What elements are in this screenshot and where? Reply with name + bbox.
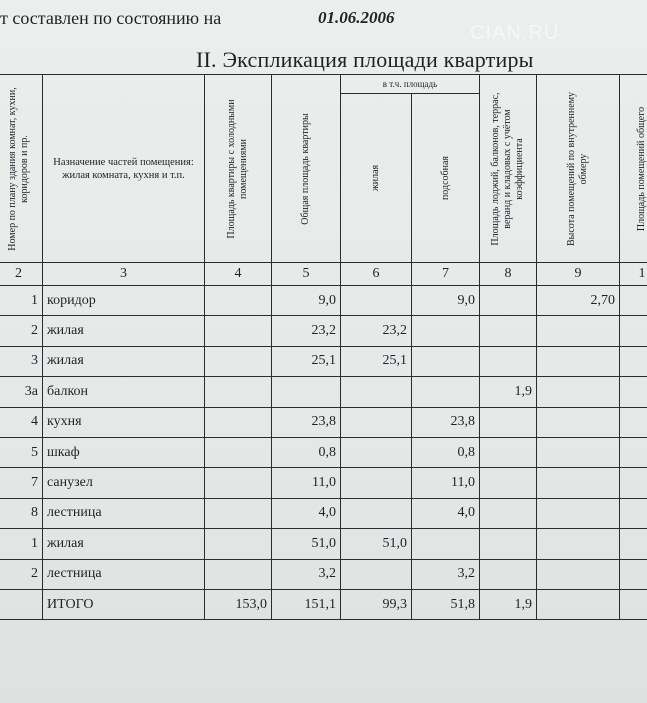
- common-area: [620, 346, 647, 376]
- table-row: [0, 529, 647, 559]
- table-row: [0, 286, 647, 316]
- table-row: [0, 437, 647, 467]
- area-with-cold: [205, 529, 272, 559]
- height: [537, 377, 620, 407]
- room-purpose: жилая: [43, 346, 205, 376]
- room-number: 4: [0, 407, 43, 437]
- table-row: [0, 377, 647, 407]
- column-number: 4: [205, 263, 272, 286]
- height: [537, 559, 620, 589]
- table-row: [0, 559, 647, 589]
- common-area: [620, 559, 647, 589]
- room-number: 2: [0, 316, 43, 346]
- header-text: т составлен по состоянию на: [0, 8, 222, 28]
- living-area: 23,2: [341, 316, 412, 346]
- common-area: [620, 407, 647, 437]
- total-auxiliary-area: 51,8: [412, 589, 480, 619]
- height: [537, 316, 620, 346]
- total-empty-cell: [0, 589, 43, 619]
- auxiliary-area: 9,0: [412, 286, 480, 316]
- area-with-cold: [205, 407, 272, 437]
- living-area: [341, 377, 412, 407]
- table-row: [0, 468, 647, 498]
- height: 2,70: [537, 286, 620, 316]
- height: [537, 437, 620, 467]
- col-header-group: в т.ч. площадь: [341, 75, 480, 94]
- total-area: 3,2: [272, 559, 341, 589]
- room-number: 1: [0, 529, 43, 559]
- column-number: 7: [412, 263, 480, 286]
- common-area: [620, 377, 647, 407]
- living-area: 51,0: [341, 529, 412, 559]
- balcony-area: [480, 286, 537, 316]
- room-number: 7: [0, 468, 43, 498]
- balcony-area: [480, 407, 537, 437]
- auxiliary-area: [412, 529, 480, 559]
- total-area: 23,8: [272, 407, 341, 437]
- balcony-area: [480, 316, 537, 346]
- room-purpose: шкаф: [43, 437, 205, 467]
- watermark: CIAN.RU: [470, 22, 560, 44]
- section-title: II. Экспликация площади квартиры: [196, 47, 534, 72]
- auxiliary-area: [412, 316, 480, 346]
- column-number: 8: [480, 263, 537, 286]
- area-with-cold: [205, 437, 272, 467]
- auxiliary-area: [412, 377, 480, 407]
- total-row: [0, 589, 647, 619]
- room-purpose: лестница: [43, 559, 205, 589]
- area-with-cold: [205, 346, 272, 376]
- common-area: [620, 529, 647, 559]
- column-number: 5: [272, 263, 341, 286]
- table-row: [0, 316, 647, 346]
- room-purpose: санузел: [43, 468, 205, 498]
- room-purpose: коридор: [43, 286, 205, 316]
- total-label: ИТОГО: [43, 589, 205, 619]
- total-area: 0,8: [272, 437, 341, 467]
- room-number: 2: [0, 559, 43, 589]
- column-number: 6: [341, 263, 412, 286]
- column-numbers-row: [0, 263, 647, 286]
- balcony-area: [480, 437, 537, 467]
- room-number: 1: [0, 286, 43, 316]
- table-row: [0, 346, 647, 376]
- area-with-cold: [205, 498, 272, 528]
- col-header-9: Высота помещений по внутреннему обмеру: [537, 75, 620, 263]
- table-row: [0, 407, 647, 437]
- common-area: [620, 468, 647, 498]
- column-number: 3: [43, 263, 205, 286]
- room-number: 5: [0, 437, 43, 467]
- header-line: [0, 8, 395, 29]
- total-area: [272, 377, 341, 407]
- auxiliary-area: 4,0: [412, 498, 480, 528]
- explication-table: [0, 74, 647, 620]
- living-area: [341, 498, 412, 528]
- common-area: [620, 286, 647, 316]
- balcony-area: [480, 559, 537, 589]
- living-area: [341, 559, 412, 589]
- room-purpose: жилая: [43, 529, 205, 559]
- col-header-4: Площадь квартиры с холодными помещениями: [205, 75, 272, 263]
- col-header-3: Назначение частей помещения: жилая комната, кухня и т.п.: [43, 75, 205, 263]
- balcony-area: [480, 468, 537, 498]
- height: [537, 407, 620, 437]
- col-header-10: Площадь помещений общего: [620, 75, 647, 263]
- room-purpose: балкон: [43, 377, 205, 407]
- area-with-cold: [205, 468, 272, 498]
- col-header-2: Номер по плану здания комнат, кухни, коридоров и пр.: [0, 75, 43, 263]
- room-number: 3: [0, 346, 43, 376]
- room-purpose: жилая: [43, 316, 205, 346]
- column-number: 2: [0, 263, 43, 286]
- room-number: 8: [0, 498, 43, 528]
- column-number: 1: [620, 263, 647, 286]
- living-area: 25,1: [341, 346, 412, 376]
- header-date: 01.06.2006: [318, 8, 395, 27]
- balcony-area: [480, 529, 537, 559]
- auxiliary-area: 11,0: [412, 468, 480, 498]
- total-area: 4,0: [272, 498, 341, 528]
- living-area: [341, 407, 412, 437]
- area-with-cold: [205, 316, 272, 346]
- area-with-cold: [205, 377, 272, 407]
- common-area: [620, 498, 647, 528]
- area-with-cold: [205, 559, 272, 589]
- total-balcony-area: 1,9: [480, 589, 537, 619]
- living-area: [341, 437, 412, 467]
- total-area: 11,0: [272, 468, 341, 498]
- total-area: 9,0: [272, 286, 341, 316]
- living-area: [341, 286, 412, 316]
- common-area: [620, 316, 647, 346]
- height: [537, 468, 620, 498]
- auxiliary-area: 0,8: [412, 437, 480, 467]
- area-with-cold: [205, 286, 272, 316]
- total-living-area: 99,3: [341, 589, 412, 619]
- balcony-area: [480, 498, 537, 528]
- total-total-area: 151,1: [272, 589, 341, 619]
- auxiliary-area: [412, 346, 480, 376]
- living-area: [341, 468, 412, 498]
- auxiliary-area: 23,8: [412, 407, 480, 437]
- total-area: 51,0: [272, 529, 341, 559]
- room-purpose: лестница: [43, 498, 205, 528]
- column-number: 9: [537, 263, 620, 286]
- col-header-7: подсобная: [412, 94, 480, 263]
- col-header-8: Площадь лоджий, балконов, террас, веранд и кладовых с учётом коэффициента: [480, 75, 537, 263]
- height: [537, 346, 620, 376]
- balcony-area: [480, 346, 537, 376]
- total-height: [537, 589, 620, 619]
- room-purpose: кухня: [43, 407, 205, 437]
- height: [537, 529, 620, 559]
- total-area: 23,2: [272, 316, 341, 346]
- common-area: [620, 437, 647, 467]
- table-row: [0, 498, 647, 528]
- auxiliary-area: 3,2: [412, 559, 480, 589]
- total-area-with-cold: 153,0: [205, 589, 272, 619]
- col-header-6: жилая: [341, 94, 412, 263]
- height: [537, 498, 620, 528]
- room-number: 3а: [0, 377, 43, 407]
- balcony-area: 1,9: [480, 377, 537, 407]
- col-header-5: Общая площадь квартиры: [272, 75, 341, 263]
- total-common-area: [620, 589, 647, 619]
- total-area: 25,1: [272, 346, 341, 376]
